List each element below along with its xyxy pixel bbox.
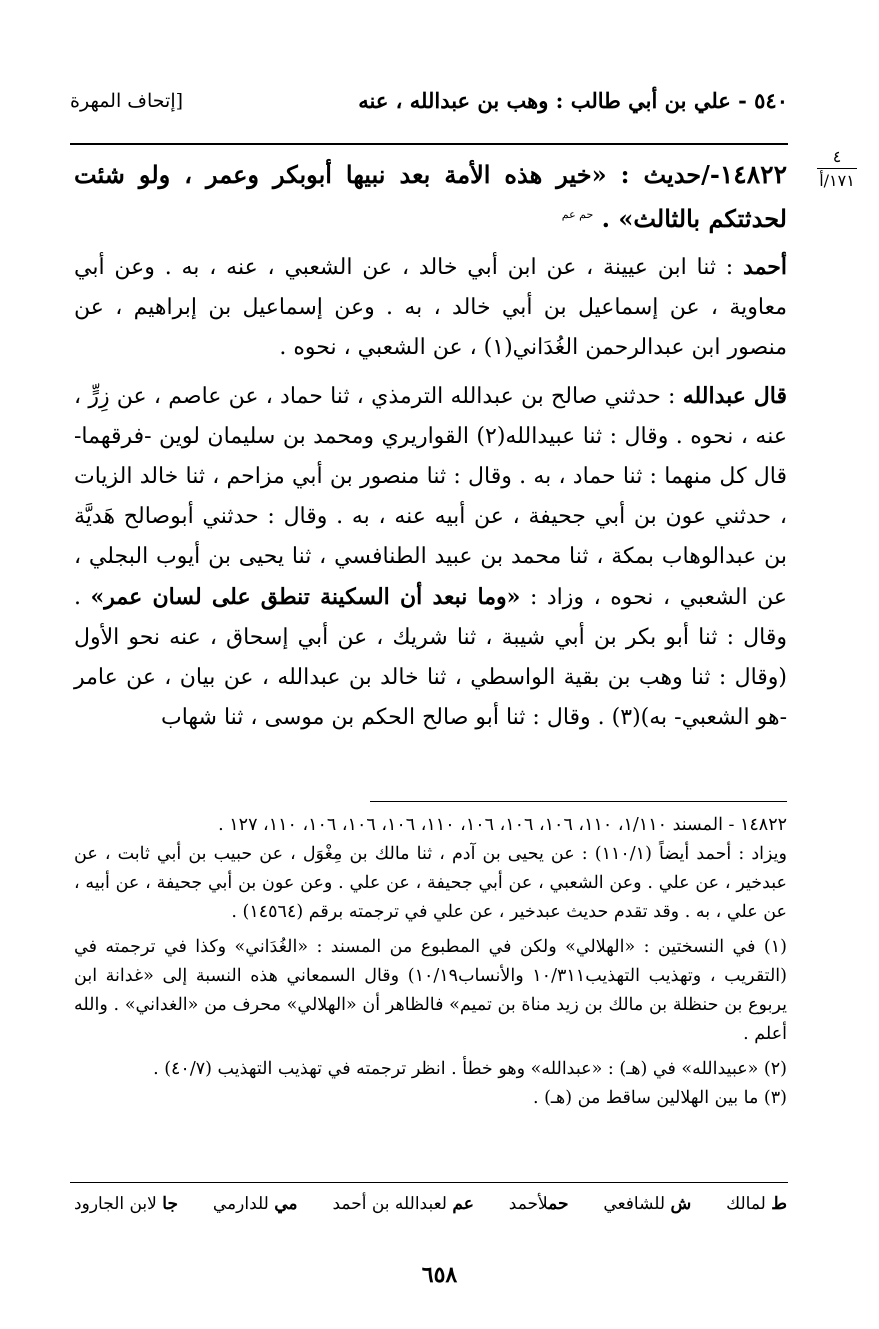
book-title: [إتحاف المهرة <box>70 90 184 112</box>
page-number: ٦٥٨ <box>421 1262 458 1288</box>
paragraph-abdullah <box>74 376 787 738</box>
footnote-source: ١٤٨٢٢ - المسند ١/١١٠، ١١٠، ١٠٦، ١٠٦، ١٠٦، ١١٠، ١٠٦، ١٠٦، ١٠٦، ١١٠، ١٢٧ . <box>218 815 787 835</box>
margin-reference <box>817 147 857 190</box>
running-title: ٥٤٠ - علي بن أبي طالب : وهب بن عبدالله ، عنه <box>358 88 788 113</box>
paragraph-text: : حدثني صالح بن عبدالله الترمذي ، ثنا حماد ، عن عاصم ، عن زِرٍّ ، عنه ، نحوه . وقال : ثنا عبيدالله(٢) القواريري ومحمد بن سليمان لوين -فرقهما-قال كل منهما : ثنا حماد ، به . وقال : ثنا منصور بن أبي مزاحم ، ثنا خالد الزيات ، حدثني عون بن أبي جحيفة ، عن أبيه عنه ، به . وقال : حدثني أبوصالح هَديَّة بن عبدالوهاب بمكة ، ثنا محمد بن عبيد الطنافسي ، ثنا يحيى بن أيوب البجلي ، عن الشعبي ، نحوه ، وزاد : <box>74 384 787 610</box>
sigla-key <box>74 1194 787 1214</box>
header-rule <box>70 143 788 145</box>
sigla-item: حملأحمد <box>508 1194 569 1214</box>
footnote-additions: ويزاد : أحمد أيضاً (١١٠/١) : عن يحيى بن آدم ، ثنا مالك بن مِغْوَل ، عن حبيب بن أبي ثابت ، عن عبدخير ، عن علي . وعن الشعبي ، عن أبي جحيفة ، عن علي . وعن عون بن أبي جحيفة ، عن أبيه ، عن علي ، به . وقد تقدم حديث عبدخير ، عن علي في ترجمته برقم (١٤٥٦٤) . <box>74 844 787 922</box>
footnotes <box>74 811 787 1113</box>
sigla-item: ش للشافعي <box>603 1194 692 1214</box>
footnote-1: (١) في النسختين : «الهلالي» ولكن في المطبوع من المسند : «الغُدَاني» وكذا في ترجمته في (التقريب ، وتهذيب التهذيب١٠/٣١١ والأنساب١٠/١٩) وقال السمعاني هذه النسبة إلى «غدانة ابن يربوع بن حنظلة بن مالك بن زيد مناة بن تميم» فالظاهر أن «الهلالي» محرف من «الغداني» . والله أعلم . <box>74 937 787 1044</box>
footnote-rule <box>370 801 787 802</box>
hadith-sigla: حم عم <box>561 208 594 221</box>
sigla-item: جا لابن الجارود <box>74 1194 178 1214</box>
footer-rule <box>70 1182 788 1183</box>
hadith-heading-text: -/حديث : «خير هذه الأمة بعد نبيها أبوبكر وعمر ، ولو شئت لحدثتكم بالثالث» . <box>74 160 787 233</box>
hadith-number: ١٤٨٢٢ <box>719 160 787 189</box>
sigla-item: عم لعبدالله بن أحمد <box>332 1194 474 1214</box>
paragraph-text: : ثنا ابن عيينة ، عن ابن أبي خالد ، عن الشعبي ، عنه ، به . وعن أبي معاوية ، عن إسماعيل بن أبي خالد ، به . وعن إسماعيل بن إبراهيم ، عن منصور ابن عبدالرحمن الغُدَاني(١) ، عن الشعبي ، نحوه . <box>74 255 787 360</box>
sigla-item: ط لمالك <box>726 1194 787 1214</box>
footnote-2: (٢) «عبيدالله» في (هـ) : «عبدالله» وهو خطأ . انظر ترجمته في تهذيب التهذيب (٤٠/٧) . <box>153 1059 787 1079</box>
main-text <box>74 155 787 738</box>
paragraph-text-continued: . وقال : ثنا أبو بكر بن أبي شيبة ، ثنا شريك ، عن أبي إسحاق ، عنه نحو الأول (وقال : ثنا وهب بن بقية الواسطي ، ثنا خالد بن عبدالله ، عن بيان ، عن عامر -هو الشعبي- به)(٣) . وقال : ثنا أبو صالح الحكم بن موسى ، ثنا شهاب <box>74 585 787 730</box>
paragraph-lead: أحمد <box>743 254 787 280</box>
paragraph-ahmad <box>74 247 787 368</box>
hadith-heading <box>74 155 787 239</box>
paragraph-quote: «وما نبعد أن السكينة تنطق على لسان عمر» <box>90 584 521 610</box>
sigla-item: مي للدارمي <box>212 1194 298 1214</box>
running-header <box>70 88 788 124</box>
footnote-3: (٣) ما بين الهلالين ساقط من (هـ) . <box>532 1088 787 1108</box>
paragraph-lead: قال عبدالله <box>682 383 787 409</box>
margin-ref-leaf: ١٧١/أ <box>819 171 855 190</box>
margin-ref-number: ٤ <box>817 147 857 169</box>
